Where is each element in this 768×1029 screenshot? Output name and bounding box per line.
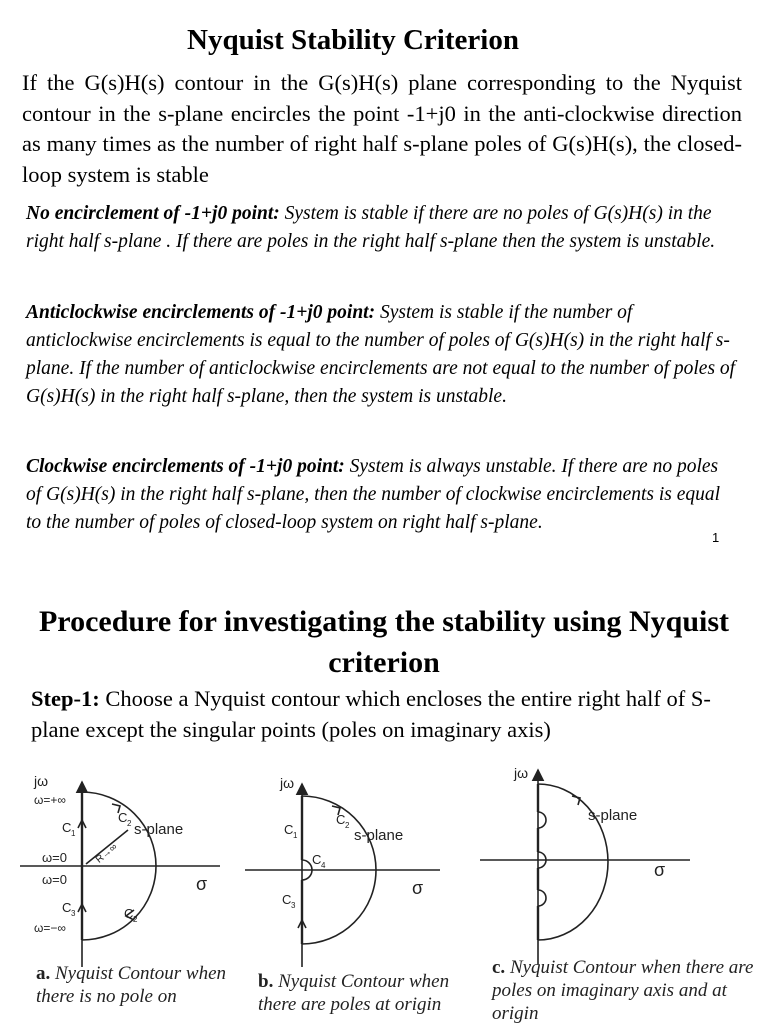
- caption-letter: b.: [258, 971, 274, 992]
- intro-paragraph: If the G(s)H(s) contour in the G(s)H(s) plane corresponding to the Nyquist contour in the s-plane encircles the point -1+j0 in the anti-clockwise direction as many times as the number of right half s-plane poles of G(s)H(s), the closed-loop system is stable: [22, 70, 742, 187]
- procedure-title: Procedure for investigating the stability using Nyquist criterion: [38, 605, 730, 679]
- step-1: [31, 683, 741, 745]
- s-plane-label: s-plane: [354, 827, 404, 844]
- figure-b-labels: [279, 775, 423, 910]
- c2-sub: 2: [127, 819, 132, 828]
- page-title: Nyquist Stability Criterion: [187, 24, 519, 56]
- figure-a-labels: [33, 773, 207, 935]
- c1-label: C: [62, 820, 72, 835]
- c2-label: C: [336, 812, 346, 827]
- c3-sub: 3: [71, 909, 76, 918]
- s-plane-label: s-plane: [588, 807, 638, 824]
- case-heading: Anticlockwise encirclements of -1+j0 point:: [26, 302, 376, 323]
- figure-c-labels: [513, 765, 665, 880]
- w-neg-inf-label: ω=−∞: [34, 921, 66, 935]
- c1-sub: 1: [293, 831, 298, 840]
- caption-letter: c.: [492, 957, 506, 978]
- c2b-label: C: [124, 906, 134, 921]
- caption-text: Nyquist Contour when there is no pole on: [36, 963, 227, 1007]
- lower-indent: [538, 890, 546, 906]
- caption-text: Nyquist Contour when there are poles on imaginary axis and at origin: [492, 957, 754, 1024]
- sigma-label: σ: [654, 860, 666, 880]
- c3-label: C: [62, 900, 72, 915]
- c2-sub: 2: [345, 821, 350, 830]
- jw-label: jω: [280, 775, 295, 791]
- caption-text: Nyquist Contour when there are poles at origin: [258, 971, 450, 1015]
- step-text: Choose a Nyquist contour which encloses the entire right half of S-plane except the singular points (poles on imaginary axis): [31, 686, 711, 742]
- slide-number: 1: [712, 530, 720, 545]
- step-label: Step-1:: [31, 686, 100, 711]
- c3-label: C: [282, 892, 292, 907]
- c1-sub: 1: [71, 829, 76, 838]
- case-no-encirclement: [26, 200, 738, 256]
- c1-label: C: [284, 822, 294, 837]
- w0-upper-label: ω=0: [42, 850, 67, 865]
- c2b-sub: 2: [133, 915, 138, 924]
- caption-b: [258, 970, 478, 1016]
- c4-label: C: [312, 852, 322, 867]
- c2-label: C: [118, 810, 128, 825]
- caption-letter: a.: [36, 963, 51, 984]
- arrow-top: [572, 796, 580, 805]
- upper-indent: [538, 812, 546, 828]
- case-clockwise: [26, 453, 738, 537]
- w-pos-inf-label: ω=+∞: [34, 793, 66, 807]
- case-heading: No encirclement of -1+j0 point:: [26, 203, 280, 224]
- s-plane-label: s-plane: [134, 821, 184, 838]
- case-text: System is always unstable. If there are no poles of G(s)H(s) in the right half s-plane, then the number of clockwise encirclements is equal to the number of poles of closed-loop system on right half s-plane.: [26, 456, 721, 533]
- caption-a: [36, 962, 246, 1008]
- c4-sub: 4: [321, 861, 326, 870]
- nyquist-contour-figures: [0, 752, 768, 1024]
- case-text: System is stable if there are no poles of G(s)H(s) in the right half s-plane . If there are poles in the right half s-plane then the system is unstable.: [26, 203, 716, 252]
- jw-label: jω: [514, 765, 529, 781]
- c3-sub: 3: [291, 901, 296, 910]
- case-anticlockwise: [26, 299, 738, 411]
- case-heading: Clockwise encirclements of -1+j0 point:: [26, 456, 345, 477]
- r-inf-label: R→∞: [93, 841, 120, 866]
- sigma-label: σ: [412, 878, 424, 898]
- w0-lower-label: ω=0: [42, 872, 67, 887]
- case-text: System is stable if the number of anticlockwise encirclements is equal to the number of poles of G(s)H(s) in the right half s-plane. If the number of anticlockwise encirclements are not equal to the number of poles of G(s)H(s) in the right half s-plane, then the system is unstable.: [26, 302, 736, 407]
- jw-label: jω: [34, 773, 49, 789]
- sigma-label: σ: [196, 874, 208, 894]
- caption-c: [492, 956, 760, 1025]
